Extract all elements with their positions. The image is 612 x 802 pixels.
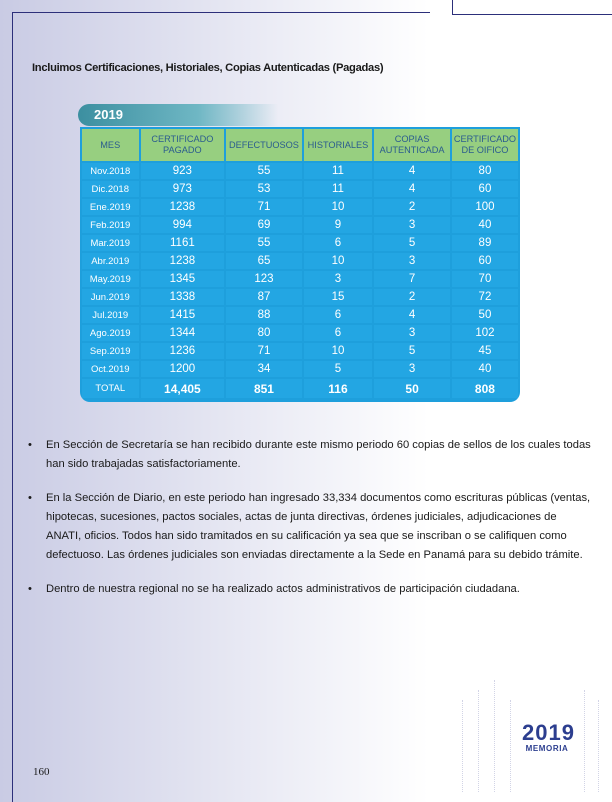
cell-certificado-de-oifico: 72 [452,289,518,305]
table-row [82,199,518,215]
decorative-dotted-line [494,680,496,792]
cell-certificado-de-oifico: 40 [452,217,518,233]
table-row [82,307,518,323]
cell-historiales: 10 [304,343,373,359]
cell-copias-autenticada: 3 [374,217,450,233]
bullet-item [28,580,594,599]
frame-line-left [12,12,13,802]
cell-mes: Dic.2018 [82,181,139,197]
memoria-logo [522,720,575,753]
bullet-text: En la Sección de Diario, en este periodo han ingresado 33,334 documentos como escrituras públicas (ventas, hipotecas, sucesiones, pactos sociales, actas de junta directivas, órdenes judiciales, adjudicaciones de ANATI, oficios. Todos han sido tramitados en su calificación ya sea que se inscriban o se califiquen como defectuoso. Las órdenes judiciales son enviadas directamente a la Sede en Panamá para su debido trámite. [46,492,591,561]
table-row [82,343,518,359]
cell-total-label: TOTAL [82,379,139,398]
col-header-certificado-de-oifico: CERTIFICADO DE OIFICO [452,129,518,161]
table-row [82,271,518,287]
cell-total-defectuosos: 851 [226,379,301,398]
bullet-text: En Sección de Secretaría se han recibido durante este mismo periodo 60 copias de sellos de los cuales todas han sido trabajadas satisfactoriamente. [46,439,591,470]
col-header-certificado-pagado: CERTIFICADO PAGADO [141,129,225,161]
col-header-mes: MES [82,129,139,161]
cell-certificado-pagado: 973 [141,181,225,197]
cell-defectuosos: 55 [226,235,301,251]
cell-defectuosos: 123 [226,271,301,287]
page-number: 160 [33,766,50,778]
cell-defectuosos: 87 [226,289,301,305]
bullet-item [28,436,594,474]
table-row [82,325,518,341]
cell-defectuosos: 34 [226,361,301,377]
cell-defectuosos: 88 [226,307,301,323]
table-row [82,181,518,197]
cell-mes: May.2019 [82,271,139,287]
cell-copias-autenticada: 2 [374,199,450,215]
cell-certificado-pagado: 923 [141,163,225,179]
col-header-defectuosos: DEFECTUOSOS [226,129,301,161]
cell-defectuosos: 80 [226,325,301,341]
cell-mes: Abr.2019 [82,253,139,269]
cell-copias-autenticada: 3 [374,253,450,269]
cell-certificado-pagado: 1338 [141,289,225,305]
cell-certificado-pagado: 1161 [141,235,225,251]
cell-historiales: 6 [304,325,373,341]
table-row [82,217,518,233]
cell-certificado-pagado: 1238 [141,253,225,269]
bullet-dot: • [28,583,32,595]
decorative-dotted-line [462,700,464,792]
cell-certificado-pagado: 1415 [141,307,225,323]
cell-certificado-de-oifico: 102 [452,325,518,341]
cell-mes: Nov.2018 [82,163,139,179]
cell-historiales: 10 [304,253,373,269]
cell-mes: Feb.2019 [82,217,139,233]
cell-certificado-pagado: 1345 [141,271,225,287]
bullet-item [28,489,594,565]
cell-historiales: 11 [304,181,373,197]
cell-mes: Oct.2019 [82,361,139,377]
table-row [82,163,518,179]
cell-certificado-pagado: 1344 [141,325,225,341]
cell-historiales: 10 [304,199,373,215]
year-label: 2019 [94,107,123,122]
cell-defectuosos: 65 [226,253,301,269]
cell-certificado-de-oifico: 80 [452,163,518,179]
bullet-text: Dentro de nuestra regional no se ha realizado actos administrativos de participación ciudadana. [46,583,520,595]
col-header-copias-autenticada: COPIAS AUTENTICADA [374,129,450,161]
cell-certificado-de-oifico: 60 [452,253,518,269]
section-title: Incluimos Certificaciones, Historiales, Copias Autenticadas (Pagadas) [32,62,384,74]
data-table-container [80,127,520,402]
cell-copias-autenticada: 4 [374,163,450,179]
cell-copias-autenticada: 5 [374,235,450,251]
cell-defectuosos: 71 [226,199,301,215]
cell-certificado-de-oifico: 45 [452,343,518,359]
table-header-row [82,129,518,161]
cell-certificado-de-oifico: 89 [452,235,518,251]
cell-historiales: 15 [304,289,373,305]
decorative-dotted-line [510,700,512,792]
logo-year: 2019 [522,720,575,745]
cell-certificado-pagado: 1200 [141,361,225,377]
logo-label: MEMORIA [525,744,569,753]
cell-mes: Ene.2019 [82,199,139,215]
cell-total-copias-autenticada: 50 [374,379,450,398]
cell-defectuosos: 71 [226,343,301,359]
cell-historiales: 9 [304,217,373,233]
cell-certificado-de-oifico: 50 [452,307,518,323]
decorative-dotted-line [478,690,480,792]
table-total-row [82,379,518,398]
cell-total-certificado-pagado: 14,405 [141,379,225,398]
bullet-dot: • [28,439,32,451]
cell-certificado-de-oifico: 100 [452,199,518,215]
data-table [80,127,520,400]
bullet-list [28,436,594,614]
cell-defectuosos: 55 [226,163,301,179]
decorative-dotted-line [584,690,586,792]
bullet-dot: • [28,492,32,504]
cell-historiales: 6 [304,307,373,323]
cell-historiales: 11 [304,163,373,179]
cell-defectuosos: 53 [226,181,301,197]
cell-historiales: 3 [304,271,373,287]
cell-mes: Jun.2019 [82,289,139,305]
cell-certificado-pagado: 1238 [141,199,225,215]
col-header-historiales: HISTORIALES [304,129,373,161]
table-row [82,361,518,377]
table-row [82,253,518,269]
cell-certificado-de-oifico: 60 [452,181,518,197]
table-row [82,289,518,305]
cell-certificado-de-oifico: 70 [452,271,518,287]
decorative-dotted-line [598,700,600,792]
cell-copias-autenticada: 3 [374,361,450,377]
cell-mes: Mar.2019 [82,235,139,251]
corner-box [452,0,612,15]
cell-mes: Ago.2019 [82,325,139,341]
cell-copias-autenticada: 5 [374,343,450,359]
cell-total-certificado-de-oifico: 808 [452,379,518,398]
cell-copias-autenticada: 2 [374,289,450,305]
cell-mes: Sep.2019 [82,343,139,359]
cell-certificado-de-oifico: 40 [452,361,518,377]
cell-defectuosos: 69 [226,217,301,233]
cell-copias-autenticada: 4 [374,307,450,323]
year-tab [78,104,278,126]
frame-line-top [12,12,430,13]
table-row [82,235,518,251]
cell-certificado-pagado: 994 [141,217,225,233]
cell-total-historiales: 116 [304,379,373,398]
cell-copias-autenticada: 7 [374,271,450,287]
cell-copias-autenticada: 3 [374,325,450,341]
cell-certificado-pagado: 1236 [141,343,225,359]
cell-copias-autenticada: 4 [374,181,450,197]
cell-historiales: 5 [304,361,373,377]
cell-mes: Jul.2019 [82,307,139,323]
cell-historiales: 6 [304,235,373,251]
